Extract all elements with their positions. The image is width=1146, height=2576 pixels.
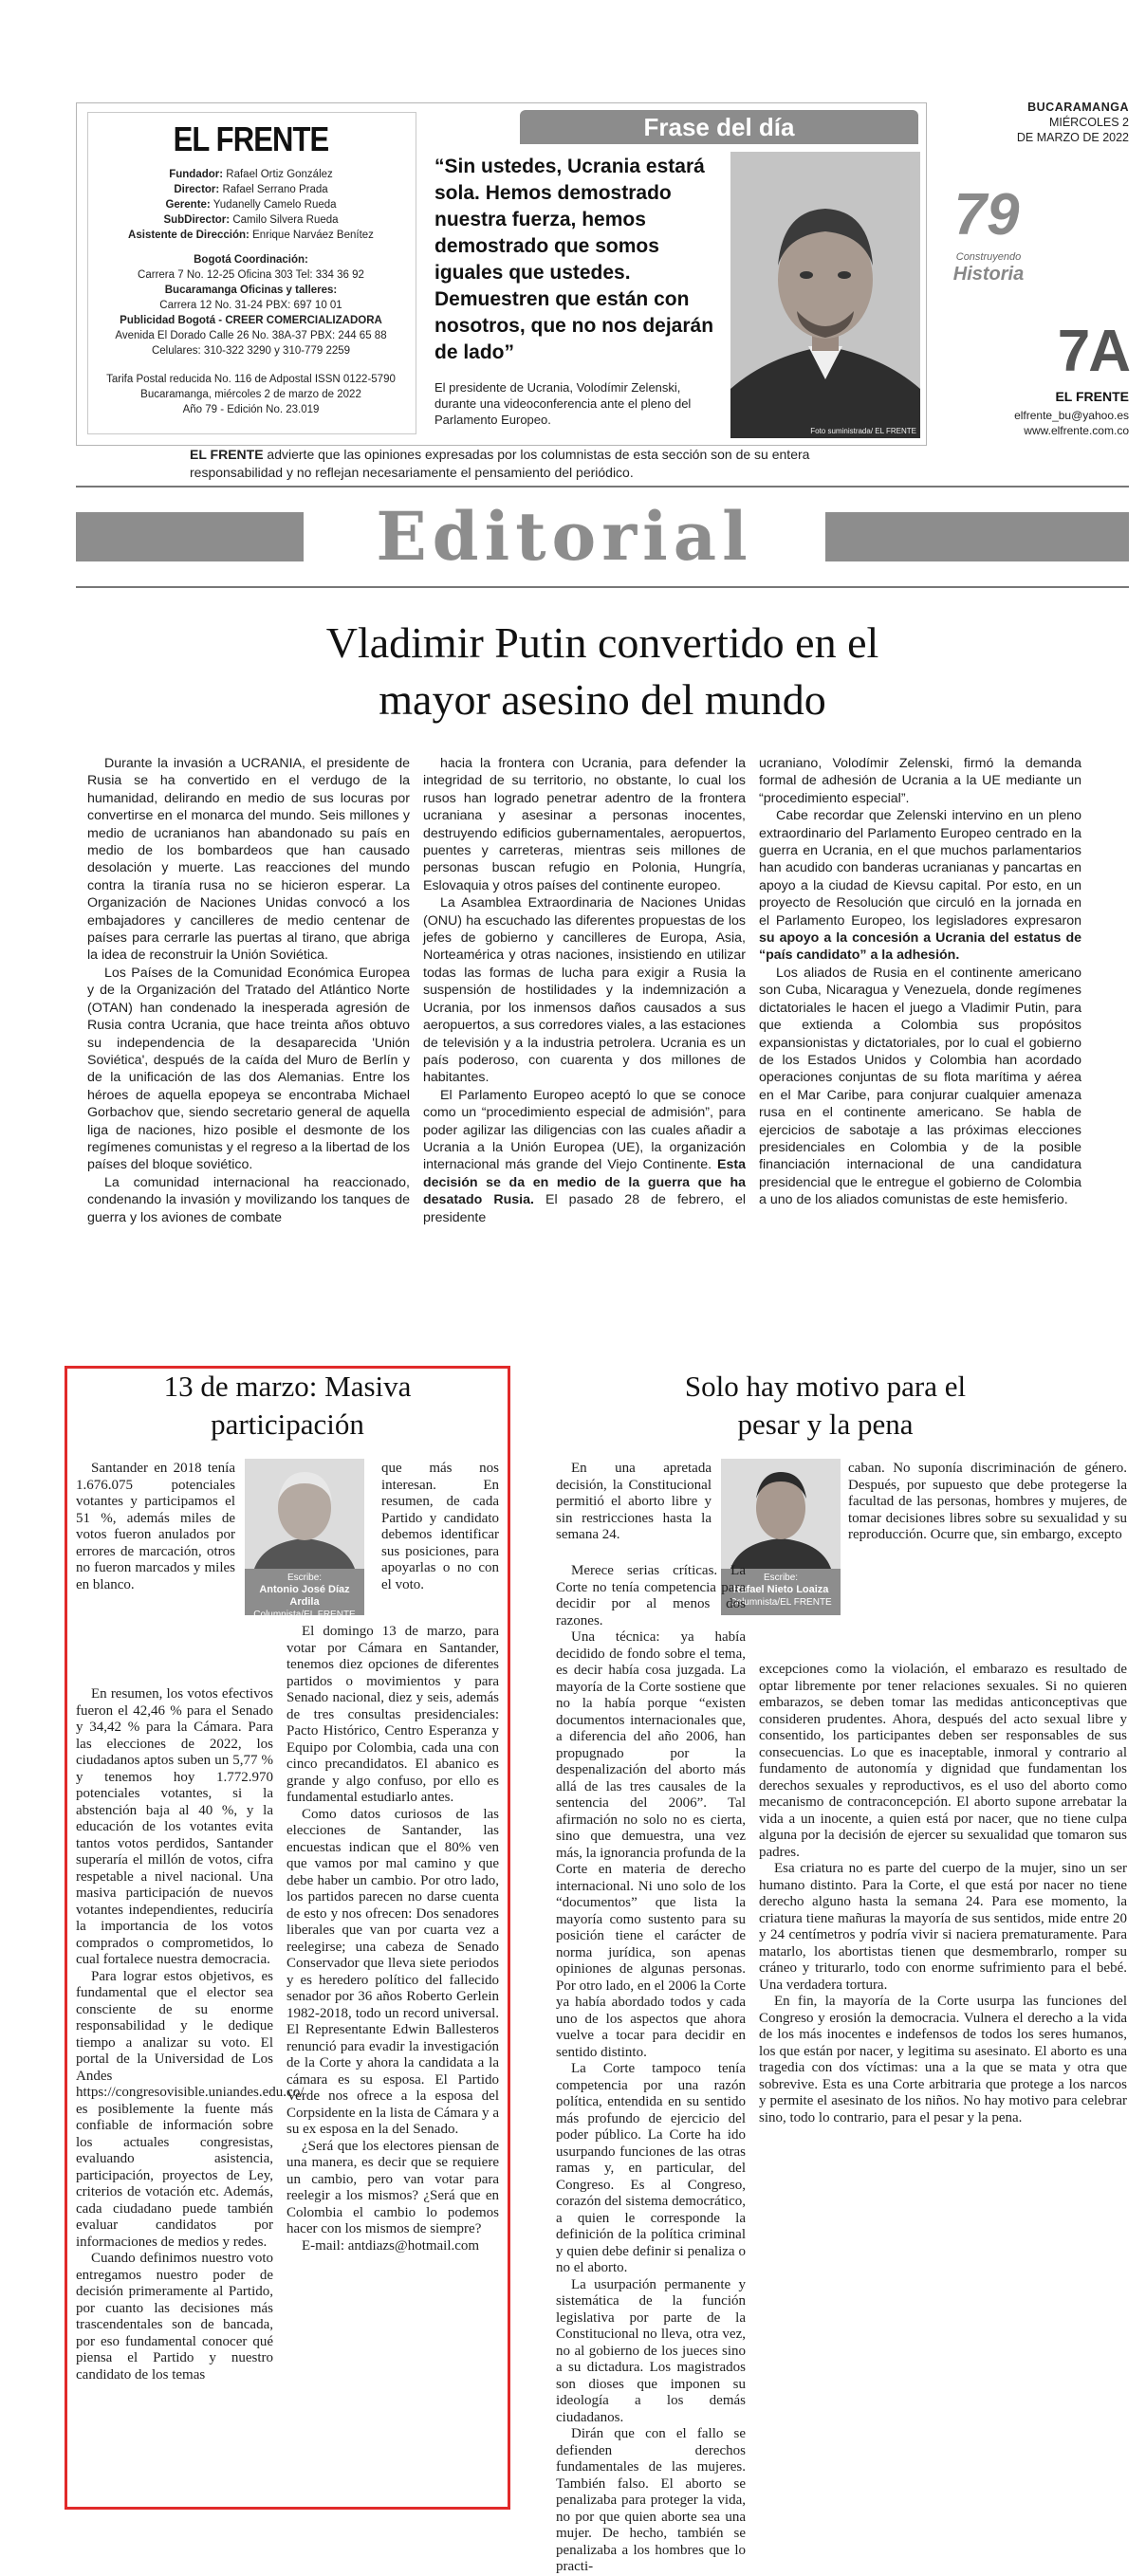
paragraph: La Corte tampoco tenía competencia por una razón política, entendida en su sentido más profundo de ejercicio del poder público. La Corte ha ido usurpando funciones de las otras ramas y, en particular, del Congreso. Es al Congreso, corazón del sistema democrático, a quien le corresponde la definición de la política criminal y quien debe definir si penaliza o no el aborto. [556,2061,746,2275]
paragraph: Los aliados de Rusia en el continente americano son Cuba, Nicaragua y Venezuela, donde regímenes dictatoriales le hacen el juego a Vladimir Putin, para que extienda a Colombia sus propósitos expansionistas y dictatoriales, por lo cual el gobierno de los Estados Unidos y Colombia han acordado operaciones conjuntas de su flota marítima y aérea en el Mar Caribe, para conjurar cualquier amenaza rusa en el continente americano. Se habla de ejercicios de sabotaje a las próximas elecciones presidenciales en Colombia y de la posible financiación internacional de una candidatura presidencial que le entregue el gobierno de Colombia a uno de los aliados comunistas de este hemisferio. [759,965,1081,1208]
author-caption: Escribe: Rafael Nieto Loaiza Columnista/EL FRENTE [721,1569,841,1615]
column-right-text [759,1662,1127,2126]
paragraph: caban. No suponía discriminación de género. Después, por supuesto que debe protegerse la facultad de las personas, hombres y mujeres, de tomar decisiones libres sobre su sexualidad y su reproducción. Ocurre que, sin embargo, excepto [848,1461,1127,1542]
anniversary-number: 79 [953,182,1020,248]
website: www.elfrente.com.co [1024,424,1129,437]
column-left-text [381,1461,499,1593]
editorial-column-1 [87,755,410,1226]
section-bar-right [825,512,1129,561]
portrait-icon [730,152,920,438]
author-photo [245,1459,364,1569]
office-phones: Celulares: 310-322 3290 y 310-779 2259 [151,345,351,357]
paragraph: Merece serias críticas. La Corte no tenía competencia para decidir por al menos dos razones. [556,1563,746,1628]
paragraph: En fin, la mayoría de la Corte usurpa las funciones del Congreso y erosión la democracia. Vulnera el derecho a la vida de los más inocentes e indefensos de todos los seres humanos, los que están por nacer, y legitima su asesinato. El aborto es una tragedia con dos víctimas: una a la que se mata y otra que sobrevive. Esta es una Corte arbitraria que protege a los narcos y permite el asesinato de los niños. No hay motivo para celebrar sino, todo lo contrario, para el pesar y la pena. [759,1994,1127,2125]
paragraph: Durante la invasión a UCRANIA, el presidente de Rusia se ha convertido en el verdugo de la humanidad, delirando en medio de sus locuras por convertirse en el monarca del mundo. Seis millones y medio de ucranianos han abandonado su país en medio de los bombardeos que han causado desolación y muerte. Las reacciones del mundo contra la tiranía rusa no se hicieron esperar. La Organización de Naciones Unidas convocó a los embajadores y cancilleres de medio centenar de países para cerrarle las puertas al tirano, que abriga la idea de reconstruir la Unión Soviética. [87,756,410,964]
frase-quote: “Sin ustedes, Ucrania estará sola. Hemos demostrado nuestra fuerza, hemos demostrado que somos iguales que ustedes. Demuestren que están con nosotros, que no nos dejarán de lado” [434,156,714,363]
staff-credits [87,167,415,417]
date-line-1: MIÉRCOLES 2 [1048,116,1129,129]
portrait-icon [245,1459,364,1569]
column-left-text [76,1461,235,1593]
paragraph: Para lograr estos objetivos, es fundamental que el elector sea consciente de su enorme responsabilidad y le dedique tiempo a analizar su voto. El portal de la Universidad de Los Andes https://congresovisible.uniandes.edu.co/ es posiblemente la fuente más confiable de información sobre los actuales congresistas, evaluando asistencia, participación, proyectos de Ley, criterios de votación etc. Además, cada ciudadano puede también evaluar candidatos por informaciones de medios y redes. [76,1968,305,2250]
office-bogota: Bogotá Coordinación: Carrera 7 No. 12-25 Oficina 303 Tel: 334 36 92 [138,254,364,281]
author-name: Antonio José Díaz Ardila [259,1584,350,1608]
paragraph: que más nos interesan. En resumen, de cada Partido y candidato debemos identificar sus posiciones, para apoyarlas o no con el voto. [381,1461,499,1592]
paragraph: El domingo 13 de marzo, para votar por Cámara en Santander, tenemos diez opciones de diferentes partidos o movimientos y para Senado nacional, diez y seis, además de tres consultas presidenciales: Pacto Histórico, Centro Esperanza y Equipo por Colombia, cada una con cinco precandidatos. El abanico es grande y algo confuso, por ello es fundamental estudiarlo antes. [286,1624,499,1805]
disclaimer: EL FRENTE advierte que las opiniones expresadas por los columnistas de esta sección son de su entera responsabilidad y no reflejan necesariamente el pensamiento del periódico. [190,447,810,480]
paragraph: Santander en 2018 tenía 1.676.075 potenciales votantes y participamos el 51 %, además miles de votos fueron anulados por errores de marcación, otros no fueron marcados y miles en blanco. [76,1461,235,1592]
portrait-icon [721,1459,841,1569]
column-right-title: Solo hay motivo para el pesar y la pena [684,1370,967,1441]
paragraph: Esa criatura no es parte del cuerpo de la mujer, sino un ser humano distinto. Para la Corte, el que está por nacer no tiene derecho alguno hasta la semana 24. Para ese momento, la criatura tiene mañuras la mayoría de sus sentidos, mide entre 20 y 24 centímetros y podría vivir si naciera prematuramente. Para matarlo, los abortistas tienen que desmembrarlo, romper su cráneo y triturarlo, todo con enorme sufrimiento para el bebé. Una verdadera tortura. [759,1861,1127,1993]
paragraph: La Asamblea Extraordinaria de Naciones Unidas (ONU) ha escuchado las diferentes propuestas de los jefes de gobierno y cancilleres de Europa, Asia, Norteamérica y otras naciones, insistiendo en utilizar todas las formas de lucha para exigir a Rusia la suspensión de hostilidades y la indemnización a Ucrania, por los inmensos daños causados a sus aeropuertos, a sus corredores viales, a las estaciones de televisión y a la industria petrolera. Ucrania es un país poderoso, con cuarenta y dos millones de habitantes. [423,895,746,1086]
paragraph: El Parlamento Europeo aceptó lo que se conoce como un “procedimiento especial de admisión”, para poder agilizar las diligencias con las cuales añadir a Ucrania a la Unión Europea (UE), la organización internacional más grande del Viejo Continente. Esta decisión se da en medio de la guerra que ha desatado Rusia. El pasado 28 de febrero, el presidente [423,1087,746,1225]
office-publicidad: Publicidad Bogotá - CREER COMERCIALIZADORA Avenida El Dorado Calle 26 No. 38A-37 PBX: 244 65 88 [115,315,387,341]
photo-credit: Foto suministrada/ EL FRENTE [810,427,916,435]
anniversary-subtitle: Construyendo [955,251,1022,263]
divider [76,586,1129,588]
postal-info: Tarifa Postal reducida No. 116 de Adpostal ISSN 0122-5790 Bucaramanga, miércoles 2 de marzo de 2022 Año 79 - Edición No. 23.019 [106,374,396,415]
brand-small: EL FRENTE [1055,389,1129,404]
paragraph: Como datos curiosos de las elecciones de Santander, las encuestas indican que el 80% ven que vamos por mal camino y que debe haber un cambio. Por otro lado, los partidos parecen no darse cuenta de esto y nos ofrecen: Dos senadores liberales que van por cuarta vez a reelegirse; una cabeza de Senado Conservador que lleva siete periodos y es heredero político del fallecido senador por 36 años Roberto Gerlein 1982-2018, todo un record universal. El Representante Edwin Ballesteros renunció para evadir la investigación de la Corte y ahora la candidata a la cámara es su esposa. El Partido Verde nos ofrece a la esposa del Corpsidente en la lista de Cámara y a su ex esposa en la del Senado. [286,1806,499,2137]
paragraph: excepciones como la violación, el embarazo es resultado de optar libremente por tener relaciones sexuales. Si no quieren embarazos, se deben tomar las medidas anticonceptivas que consideren prudentes. Ahora, después del acto sexual libre y consentido, los participantes deben ser responsables de sus consecuencias. Lo que es inaceptable, inmoral y contrario al fundamento de autonomía y dignidad que fundamentan los derechos sexuales y reproductivos, es el uso del aborto como mecanismo de contraconcepción. El aborto supone arrebatar la vida a un inocente, a quien está por nacer, que no tiene culpa alguna por la decisión de ejercer su sexualidad que tomaron sus padres. [759,1662,1127,1860]
paragraph: Cuando definimos nuestro voto entregamos nuestro poder de decisión primeramente al Partido, por cuanto las decisiones más trascendentales son de bancada, por eso fundamental conocer qué piensa el Partido y nuestro candidato de los temas [76,2251,273,2383]
section-bar-left [76,512,304,561]
paragraph: ucraniano, Volodímir Zelenski, firmó la demanda formal de adhesión de Ucrania a la UE mediante un “procedimiento especial”. [759,756,1081,806]
author-role: Columnista/EL FRENTE [730,1597,832,1608]
column-right-text [556,1461,712,1544]
paragraph: En resumen, los votos efectivos fueron el 42,46 % para el Senado y 34,42 % para la Cámara. Para las elecciones de 2022, los ciudadanos aptos suben un 5,77 % y tenemos hoy 1.772.970 potenciales votantes, si la abstención baja al 40 %, y la educación de los votantes evita tantos votos perdidos, Santander superaría el millón de votos, cifra respetable a nivel nacional. Una masiva participación de nuevos votantes independientes, reduciría la importancia de los votos comprados o comprometidos, lo cual fortalece nuestra democracia. [76,1686,273,1967]
paragraph: Dirán que con el fallo se defienden derechos fundamentales de las mujeres. También falso. El aborto se penalizaba para proteger la vida, no por que quien aborte sea una mujer. De hecho, también se penalizaba a los hombres que lo practi- [556,2426,746,2574]
paragraph: En una apretada decisión, la Constitucional permitió el aborto libre y sin restricciones hasta la semana 24. [556,1461,712,1542]
column-left-text [286,1624,499,2254]
author-card-left [245,1459,364,1620]
divider [76,486,1129,488]
page-number: 7A [1057,319,1129,384]
office-bucaramanga: Bucaramanga Oficinas y talleres: Carrera 12 No. 31-24 PBX: 697 10 01 [159,285,342,311]
staff-line: Fundador: Rafael Ortiz González [169,169,333,180]
frase-caption: El presidente de Ucrania, Volodímir Zelenski, durante una videoconferencia ante el pleno del Parlamento Europeo. [434,380,692,427]
staff-line: Asistente de Dirección: Enrique Narváez Benítez [128,230,374,241]
column-left-title: 13 de marzo: Masiva participación [163,1370,412,1441]
date-block [939,100,1129,145]
column-right-text [848,1461,1127,1544]
paragraph: E-mail: antdiazs@hotmail.com [302,2237,480,2254]
column-left-text [76,1686,305,2383]
email: elfrente_bu@yahoo.es [1014,409,1129,422]
editorial-column-3 [759,755,1081,1209]
date-line-2: DE MARZO DE 2022 [1016,131,1129,144]
staff-line: Gerente: Yudanelly Camelo Rueda [165,199,337,211]
city-label: BUCARAMANGA [1027,101,1129,114]
editorial-headline: Vladimir Putin convertido en el mayor asesino del mundo [325,618,879,724]
paragraph: hacia la frontera con Ucrania, para defender la integridad de su territorio, no obstante, lo cual los rusos han logrado penetrar adentro de la frontera ucraniana y asesinar a personas inocentes, destruyendo edificios gubernamentales, aeropuertos, puentes y carreteras, mientras seis millones de personas buscan refugio en Polonia, Hungría, Eslovaquia y otros países del continente europeo. [423,756,746,893]
author-caption: Escribe: Antonio José Díaz Ardila Columnista/EL FRENTE [245,1569,364,1615]
frase-del-dia-header: Frase del día [520,110,918,144]
newspaper-logo: EL FRENTE [173,120,329,158]
staff-line: Director: Rafael Serrano Prada [174,184,328,195]
paragraph: Los Países de la Comunidad Económica Europea y de la Organización del Tratado del Atlántico Norte (OTAN) han condenado la inesperada agresión de Rusia contra Ucrania, que hace treinta años obtuvo su independencia de la desaparecida 'Unión Soviética', después de la caída del Muro de Berlín y de la unificación de las dos Alemanias. Entre los héroes de aquella epopeya se encontraba Michael Gorbachov que, siendo secretario general de aquella liga de naciones, hizo posible el desmonte de los regímenes comunistas y el regreso a la libertad de los países del bloque soviético. [87,965,410,1173]
author-name: Rafael Nieto Loaiza [732,1584,829,1595]
contact-info [939,408,1129,438]
paragraph: Una técnica: ya había decidido de fondo sobre el tema, es decir había cosa juzgada. La mayoría de la Corte sostiene que no la había porque “existen documentos internacionales que, a diferencia del año 2006, han propugnado por la despenalización del aborto más allá de las tres causales de la sentencia del 2006”. Tal afirmación no solo no es cierta, sino que demuestra, una vez más, la ignorancia profunda de la Corte en materia de derecho internacional. Ni uno solo de los “documentos” que lista la mayoría como sustento para su posición tiene el carácter de norma jurídica, son apenas opiniones de algunas personas. Por otro lado, en el 2006 la Corte ya había abordado todos y cada uno de los aspectos que ahora vuelve a tocar para decidir en sentido distinto. [556,1629,746,2060]
author-photo [721,1459,841,1569]
section-title: Editorial [376,497,753,576]
anniversary-word: Historia [952,264,1025,285]
paragraph: Cabe recordar que Zelenski intervino en un pleno extraordinario del Parlamento Europeo centrado en la guerra en Ucrania, en el que muchos parlamentarios han acudido con banderas ucranianas y pancartas en apoyo a la ciudad de Kievsu capital. Por esto, en un proyecto de Resolución que circuló en la jornada en el Parlamento Europeo, los legisladores expresaron su apoyo a la concesión a Ucrania del estatus de “país candidato” a la adhesión. [759,808,1081,964]
paragraph: La usurpación permanente y sistemática de la función legislativa por parte de la Constitucional no lleva, otra vez, no al gobierno de los jueces sino a su dictadura. Los magistrados son dioses que imponen su ideología a los demás ciudadanos. [556,2276,746,2425]
author-role: Columnista/EL FRENTE [253,1610,356,1620]
editorial-column-2 [423,755,746,1226]
paragraph: La comunidad internacional ha reaccionado, condenando la invasión y movilizando los tanques de guerra y los aviones de combate [87,1174,410,1225]
paragraph: ¿Será que los electores piensan de una manera, es decir que se requiere un cambio, pero van votar para reelegir a los mismos? ¿Será que en Colombia el cambio lo podemos hacer con los mismos de siempre? [286,2138,499,2236]
column-right-text [556,1563,746,2576]
staff-line: SubDirector: Camilo Silvera Rueda [163,214,339,226]
zelensky-photo [730,152,920,438]
